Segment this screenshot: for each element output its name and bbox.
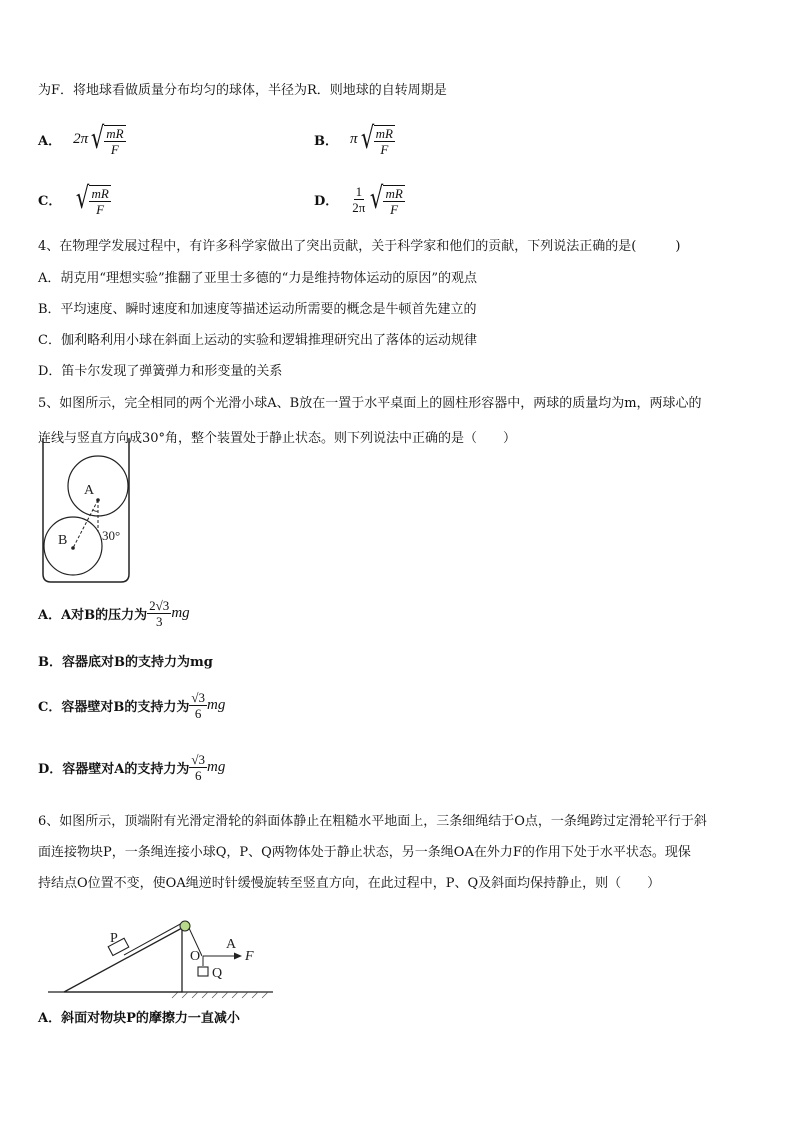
q4-option-d: D．笛卡尔发现了弹簧弹力和形变量的关系 xyxy=(38,364,283,379)
q3-option-b-label: B． xyxy=(314,134,338,149)
question-4-stem: 4、在物理学发展过程中，有许多科学家做出了突出贡献，关于科学家和他们的贡献，下列说法正确的是( ) xyxy=(38,239,681,254)
q5-label-a: A xyxy=(84,483,95,498)
q5-option-c xyxy=(38,690,225,721)
q5-option-d-fraction xyxy=(189,752,207,783)
question-3-stem-tail: 为F．将地球看做质量分布均匀的球体，半径为R．则地球的自转周期是 xyxy=(38,83,447,98)
q3-option-a-coef: 2π xyxy=(73,131,89,147)
question-5-stem-line1: 5、如图所示，完全相同的两个光滑小球A、B放在一置于水平桌面上的圆柱形容器中，两球的质量均为m，两球心的 xyxy=(38,396,702,411)
q5-option-b: B．容器底对B的支持力为mg xyxy=(38,655,213,670)
q4-option-b: B．平均速度、瞬时速度和加速度等描述运动所需要的概念是牛顿首先建立的 xyxy=(38,302,477,317)
q5-option-c-num: √3 xyxy=(191,690,205,705)
q5-option-a-text: A．A对B的压力为 xyxy=(38,608,148,623)
q3-option-a-num: mR xyxy=(106,126,124,141)
q5-angle-arc xyxy=(93,510,98,511)
q5-option-d-text: D．容器壁对A的支持力为 xyxy=(38,762,190,777)
q6-force-arrowhead xyxy=(234,953,242,960)
q3-option-d xyxy=(314,182,405,217)
q5-option-c-text: C．容器壁对B的支持力为 xyxy=(38,700,190,715)
q3-option-b-num: mR xyxy=(375,126,393,141)
q5-option-c-unit: mg xyxy=(206,697,226,713)
q6-label-q: Q xyxy=(212,966,223,981)
q6-ball-q xyxy=(198,967,208,976)
q3-option-d-frac-den: 2π xyxy=(352,200,366,215)
question-6-stem-line3: 持结点O位置不变，使OA绳逆时针缓慢旋转至竖直方向，在此过程中，P、Q及斜面均保持静止，则（ ） xyxy=(38,876,661,891)
q6-label-a: A xyxy=(226,937,237,952)
q3-option-b-den: F xyxy=(380,142,389,157)
q3-option-d-frac-num: 1 xyxy=(355,184,363,199)
q6-pulley xyxy=(180,921,190,931)
q5-option-d xyxy=(38,752,225,783)
q5-option-a-num: 2√3 xyxy=(149,598,170,613)
q6-label-f: F xyxy=(245,949,254,964)
question-5-stem-line2: 连线与竖直方向成30°角，整个装置处于静止状态。则下列说法中正确的是（ ） xyxy=(38,431,517,446)
q5-ball-b xyxy=(44,517,102,575)
q3-option-c-sqrt: √ $\frac{mR}{F}$ xyxy=(76,181,109,217)
q5-container-figure xyxy=(38,436,138,586)
q5-option-a-unit: mg xyxy=(171,605,190,621)
q3-option-d-label: D． xyxy=(314,194,339,209)
q3-option-a-label: A． xyxy=(38,134,62,149)
q3-option-c-num: mR xyxy=(91,186,109,201)
q3-option-d-den: F xyxy=(390,202,399,217)
q3-option-d-sqrt: √ $\frac{mR}{F}$ xyxy=(370,181,403,217)
q6-label-p: P xyxy=(110,931,118,946)
q5-option-d-num: √3 xyxy=(191,752,206,767)
q5-label-b: B xyxy=(58,533,68,548)
q3-option-c-label: C． xyxy=(38,194,62,209)
q3-option-a xyxy=(38,122,126,157)
q3-option-c xyxy=(38,182,111,217)
q4-option-c: C．伽利略利用小球在斜面上运动的实验和逻辑推理研究出了落体的运动规律 xyxy=(38,333,477,348)
q6-label-o: O xyxy=(190,949,201,964)
q5-option-a xyxy=(38,598,190,629)
q5-option-c-fraction xyxy=(189,690,207,721)
q5-option-d-den: 6 xyxy=(194,768,202,783)
question-6-stem-line1: 6、如图所示，顶端附有光滑定滑轮的斜面体静止在粗糙水平地面上，三条细绳结于O点，一条绳跨过定滑轮平行于斜 xyxy=(38,814,707,829)
q6-ground-hatch xyxy=(172,992,268,998)
q3-option-b xyxy=(314,122,395,157)
q3-option-c-den: F xyxy=(96,202,105,217)
q3-option-d-fraction xyxy=(350,184,367,215)
q3-option-b-coef: π xyxy=(350,131,358,147)
q5-option-a-fraction xyxy=(147,598,171,629)
q5-option-d-unit: mg xyxy=(207,759,226,775)
q6-rope-to-p xyxy=(124,922,184,955)
q5-option-a-den: 3 xyxy=(155,614,163,629)
q3-option-a-den: F xyxy=(110,142,119,157)
q5-option-c-den: 6 xyxy=(194,706,202,721)
q5-center-a-dot xyxy=(96,498,100,502)
q6-incline-figure xyxy=(48,912,278,1002)
question-6-stem-line2: 面连接物块P，一条绳连接小球Q，P、Q两物体处于静止状态，另一条绳OA在外力F的作用下处于水平状态。现保 xyxy=(38,845,691,860)
q3-option-d-num: mR xyxy=(385,186,403,201)
q3-option-a-sqrt: √ $\frac{mR}{F}$ xyxy=(90,121,124,157)
q4-option-a: A．胡克用“理想实验”推翻了亚里士多德的“力是维持物体运动的原因”的观点 xyxy=(38,271,477,286)
q5-center-b-dot xyxy=(71,546,75,550)
q3-option-b-sqrt: √ $\frac{mR}{F}$ xyxy=(360,121,393,157)
q6-incline-wedge xyxy=(64,928,182,992)
q6-option-a: A．斜面对物块P的摩擦力一直减小 xyxy=(38,1011,240,1026)
q5-angle-label: 30° xyxy=(102,528,121,543)
